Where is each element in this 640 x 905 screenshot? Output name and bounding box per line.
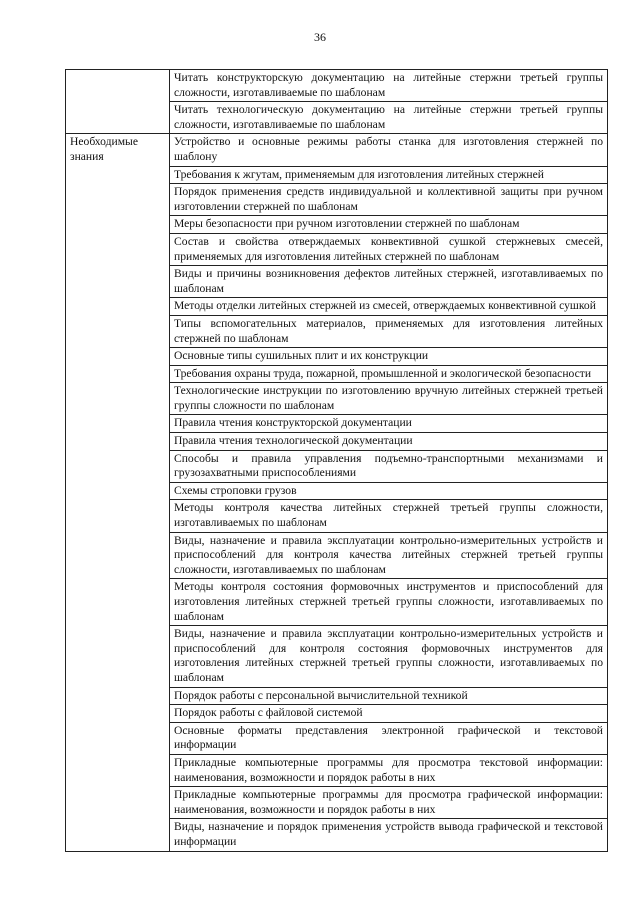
table-cell: Основные типы сушильных плит и их конструкции xyxy=(170,348,608,366)
page-number: 36 xyxy=(314,30,326,44)
table-cell: Требования к жгутам, применяемым для изготовления литейных стержней xyxy=(170,166,608,184)
table-cell: Прикладные компьютерные программы для просмотра графической информации: наименования, возможности и порядок работы в них xyxy=(170,787,608,819)
table-cell: Виды, назначение и порядок применения устройств вывода графической и текстовой информации xyxy=(170,819,608,851)
table-row xyxy=(66,134,608,166)
table-cell: Методы контроля качества литейных стержней третьей группы сложности, изготавливаемых по шаблонам xyxy=(170,500,608,532)
table-cell: Виды и причины возникновения дефектов литейных стержней, изготавливаемых по шаблонам xyxy=(170,266,608,298)
table-cell: Способы и правила управления подъемно-транспортными механизмами и грузозахватными приспособлениями xyxy=(170,450,608,482)
table-cell: Методы отделки литейных стержней из смесей, отверждаемых конвективной сушкой xyxy=(170,298,608,316)
table-cell: Схемы строповки грузов xyxy=(170,482,608,500)
row-label: Необходимые знания xyxy=(66,134,170,851)
table-cell: Виды, назначение и правила эксплуатации контрольно-измерительных устройств и приспособлений для контроля состояния формовочных инструментов для изготовления литейных стержней третьей группы сложности, изготавливаемых по шаблонам xyxy=(170,626,608,687)
table-cell: Правила чтения технологической документации xyxy=(170,433,608,451)
table-cell: Меры безопасности при ручном изготовлении стержней по шаблонам xyxy=(170,216,608,234)
table-cell: Устройство и основные режимы работы станка для изготовления стержней по шаблону xyxy=(170,134,608,166)
table-cell: Состав и свойства отверждаемых конвективной сушкой стержневых смесей, применяемых для изготовления литейных стержней по шаблонам xyxy=(170,233,608,265)
table-cell: Читать конструкторскую документацию на литейные стержни третьей группы сложности, изготавливаемые по шаблонам xyxy=(170,70,608,102)
table-cell: Прикладные компьютерные программы для просмотра текстовой информации: наименования, возможности и порядок работы в них xyxy=(170,754,608,786)
table-cell: Основные форматы представления электронной графической и текстовой информации xyxy=(170,722,608,754)
table-cell: Методы контроля состояния формовочных инструментов и приспособлений для изготовления литейных стержней третьей группы сложности, изготавливаемых по шаблонам xyxy=(170,579,608,626)
table-cell: Правила чтения конструкторской документации xyxy=(170,415,608,433)
table-cell: Читать технологическую документацию на литейные стержни третьей группы сложности, изготавливаемые по шаблонам xyxy=(170,102,608,134)
table-row xyxy=(66,70,608,102)
requirements-table xyxy=(65,69,608,852)
table-cell: Порядок работы с персональной вычислительной техникой xyxy=(170,687,608,705)
table-cell: Технологические инструкции по изготовлению вручную литейных стержней третьей группы сложности по шаблонам xyxy=(170,383,608,415)
row-label xyxy=(66,70,170,134)
table-cell: Виды, назначение и правила эксплуатации контрольно-измерительных устройств и приспособлений для контроля качества литейных стержней третьей группы сложности, изготавливаемых по шаблонам xyxy=(170,532,608,579)
table-cell: Порядок применения средств индивидуальной и коллективной защиты при ручном изготовлении стержней по шаблонам xyxy=(170,184,608,216)
table-cell: Требования охраны труда, пожарной, промышленной и экологической безопасности xyxy=(170,365,608,383)
table-cell: Порядок работы с файловой системой xyxy=(170,705,608,723)
table-cell: Типы вспомогательных материалов, применяемых для изготовления литейных стержней по шаблонам xyxy=(170,315,608,347)
